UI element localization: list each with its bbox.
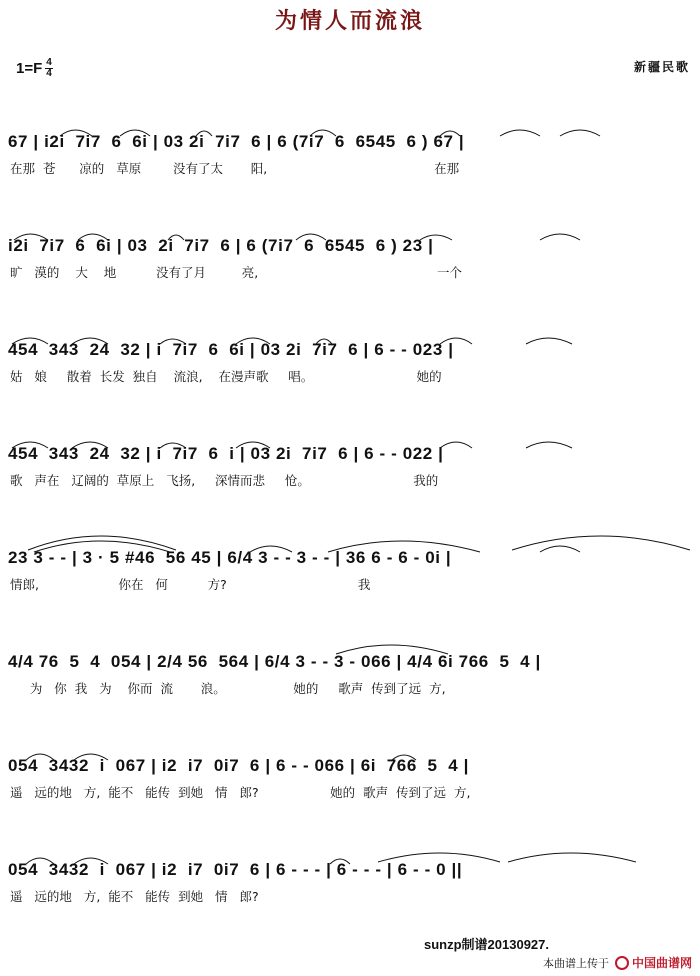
score-system-8 [0, 824, 700, 920]
notation-line: 054 3432 i 067 | i2 i7 0i7 6 | 6 - - - | 6 - - - | 6 - - 0 || [8, 860, 463, 879]
site-logo[interactable] [615, 954, 692, 971]
lyrics-line: 情郎, 你在 何 方? 我 [10, 577, 371, 592]
notation-line: 23 3 - - | 3 · 5 #46 56 45 | 6/4 3 - - 3 - - | 36 6 - 6 - 0i | [8, 548, 452, 567]
time-signature [45, 58, 53, 79]
notation-line: 454 343 24 32 | i 7i7 6 i | 03 2i 7i7 6 | 6 - - 022 | [8, 444, 444, 463]
site-logo-icon [615, 956, 629, 970]
notation-line: 454 343 24 32 | i 7i7 6 6i | 03 2i 7i7 6 | 6 - - 023 | [8, 340, 454, 359]
score-system-3 [0, 304, 700, 400]
score-system-4 [0, 408, 700, 504]
score-system-6 [0, 616, 700, 712]
song-title: 为情人而流浪 [274, 8, 425, 34]
time-signature-bottom: 4 [46, 68, 52, 79]
lyrics-line: 姑 娘 散着 长发 独自 流浪, 在漫声歌 唱。 她的 [10, 369, 442, 384]
key-label: 1=F [16, 60, 43, 77]
song-origin: 新疆民歌 [633, 60, 690, 74]
lyrics-line: 在那 苍 凉的 草原 没有了太 阳, 在那 [10, 161, 460, 176]
notation-line: 67 | i2i 7i7 6 6i | 03 2i 7i7 6 | 6 (7i7 6 6545 6 ) 67 | [8, 132, 465, 151]
transcriber-credit: sunzp制谱20130927. [424, 937, 550, 952]
score-system-1 [0, 96, 700, 192]
notation-line: 054 3432 i 067 | i2 i7 0i7 6 | 6 - - 066 | 6i 766 5 4 | [8, 756, 469, 775]
site-name: 中国曲谱网 [631, 956, 692, 970]
lyrics-line: 遥 远的地 方, 能不 能传 到她 情 郎? [10, 889, 259, 904]
upload-text: 本曲谱上传于 [542, 956, 609, 970]
upload-note [543, 954, 692, 971]
lyrics-line: 为 你 我 为 你而 流 浪。 她的 歌声 传到了远 方, [10, 681, 446, 696]
score-system-2 [0, 200, 700, 296]
notation-line: i2i 7i7 6 6i | 03 2i 7i7 6 | 6 (7i7 6 6545 6 ) 23 | [8, 236, 434, 255]
key-signature [16, 58, 53, 79]
lyrics-line: 旷 漠的 大 地 没有了月 亮, 一个 [10, 265, 462, 280]
score-system-7 [0, 720, 700, 816]
time-signature-top: 4 [46, 57, 52, 68]
notation-line: 4/4 76 5 4 054 | 2/4 56 564 | 6/4 3 - - 3 - 066 | 4/4 6i 766 5 4 | [8, 652, 541, 671]
score-system-5 [0, 512, 700, 608]
lyrics-line: 歌 声在 辽阔的 草原上 飞扬, 深情而悲 怆。 我的 [10, 473, 439, 488]
lyrics-line: 遥 远的地 方, 能不 能传 到她 情 郎? 她的 歌声 传到了远 方, [10, 785, 471, 800]
